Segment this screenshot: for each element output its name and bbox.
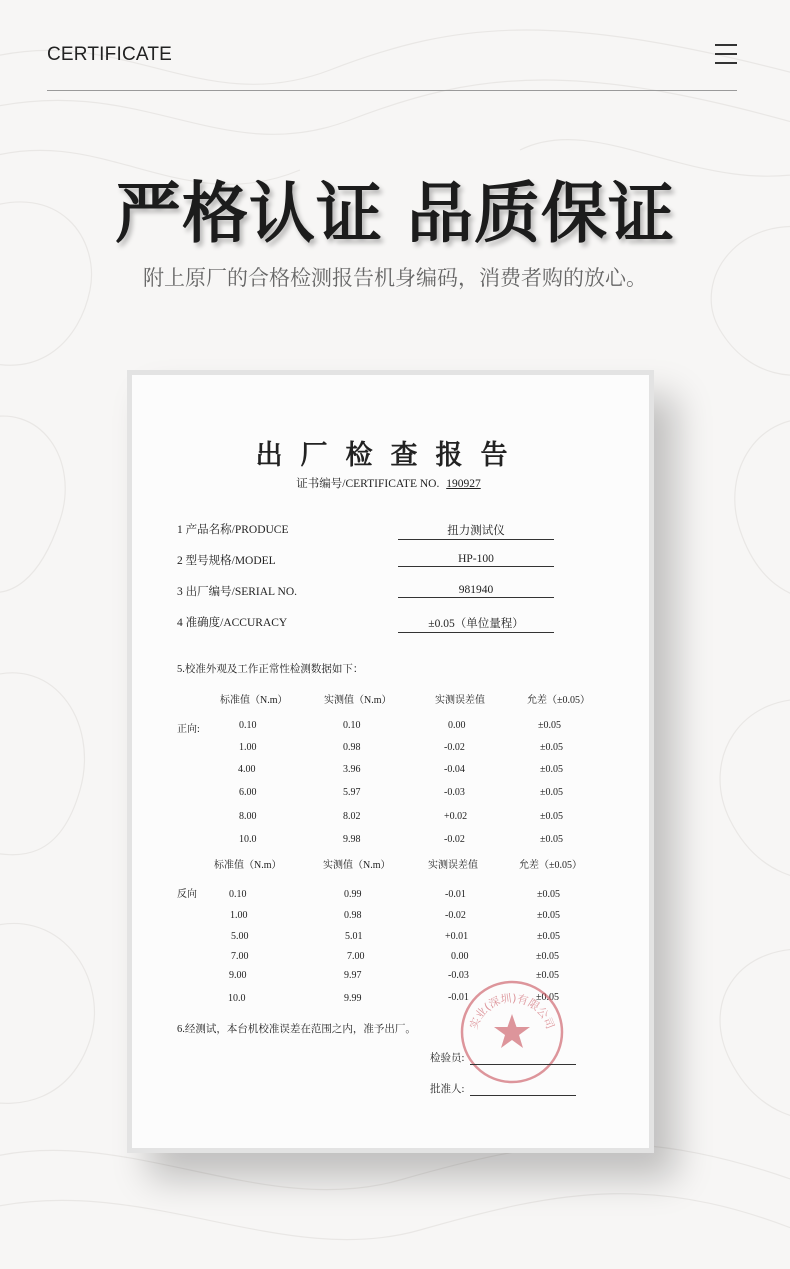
rev-header-error: 实测误差值 <box>428 860 478 871</box>
table-cell: -0.01 <box>448 992 469 1003</box>
table-cell: ±0.05 <box>540 834 563 845</box>
table-cell: 0.98 <box>343 742 361 753</box>
section5-title: 5.校准外观及工作正常性检测数据如下： <box>177 664 364 675</box>
field-label-serial: 3 出厂编号/SERIAL NO. <box>177 586 298 598</box>
table-cell: 7.00 <box>231 951 249 962</box>
table-cell: 9.99 <box>344 993 362 1004</box>
table-cell: ±0.05 <box>536 970 559 981</box>
table-cell: ±0.05 <box>540 764 563 775</box>
table-cell: 0.10 <box>229 889 247 900</box>
table-cell: 10.0 <box>228 993 246 1004</box>
approver-signature-line <box>430 1081 576 1096</box>
fwd-header-error: 实测误差值 <box>435 695 485 706</box>
table-cell: ±0.05 <box>536 992 559 1003</box>
certificate-number: 190927 <box>446 478 481 490</box>
rev-header-measured: 实测值（N.m） <box>323 860 391 871</box>
table-cell: ±0.05 <box>537 931 560 942</box>
inspector-signature-line <box>430 1050 576 1065</box>
seal-text: 实业(深圳)有限公司 <box>467 991 557 1031</box>
field-label-model: 2 型号规格/MODEL <box>177 555 276 567</box>
conclusion-text: 6.经测试，本台机校准误差在范围之内，准予出厂。 <box>177 1024 416 1035</box>
hamburger-menu-icon[interactable] <box>715 44 737 64</box>
table-cell: +0.02 <box>444 811 468 822</box>
logo-text[interactable]: CERTIFICATE <box>47 44 173 65</box>
inspector-signature-blank <box>470 1064 576 1065</box>
table-cell: ±0.05 <box>540 787 563 798</box>
fwd-header-tolerance: 允差（±0.05） <box>527 695 590 706</box>
table-cell: ±0.05 <box>536 951 559 962</box>
table-cell: 1.00 <box>230 910 248 921</box>
inspection-report-document <box>127 370 654 1153</box>
field-value-produce: 扭力测试仪 <box>398 522 554 540</box>
table-cell: -0.02 <box>445 910 466 921</box>
table-cell: -0.01 <box>445 889 466 900</box>
table-cell: 9.97 <box>344 970 362 981</box>
table-cell: 3.96 <box>343 764 361 775</box>
table-cell: 0.98 <box>344 910 362 921</box>
field-value-model: HP-100 <box>398 553 554 567</box>
page-subtitle: 附上原厂的合格检测报告机身编码，消费者购的放心。 <box>143 266 647 290</box>
rev-header-standard: 标准值（N.m） <box>214 860 282 871</box>
top-header <box>47 0 737 91</box>
table-cell: 0.00 <box>451 951 469 962</box>
field-label-produce: 1 产品名称/PRODUCE <box>177 524 289 536</box>
field-value-serial: 981940 <box>398 584 554 598</box>
table-cell: 0.99 <box>344 889 362 900</box>
table-cell: 0.00 <box>448 720 466 731</box>
table-cell: 1.00 <box>239 742 257 753</box>
fwd-header-standard: 标准值（N.m） <box>220 695 288 706</box>
approver-signature-blank <box>470 1095 576 1096</box>
forward-label: 正向: <box>177 724 200 735</box>
table-cell: -0.02 <box>444 834 465 845</box>
table-cell: ±0.05 <box>540 811 563 822</box>
table-cell: ±0.05 <box>538 720 561 731</box>
approver-label: 批准人: <box>430 1084 465 1095</box>
table-cell: -0.02 <box>444 742 465 753</box>
field-label-accuracy: 4 准确度/ACCURACY <box>177 617 288 629</box>
table-cell: -0.03 <box>448 970 469 981</box>
fwd-header-measured: 实测值（N.m） <box>324 695 392 706</box>
report-title: 出厂检查报告 <box>255 440 526 471</box>
table-cell: 8.00 <box>239 811 257 822</box>
rev-header-tolerance: 允差（±0.05） <box>519 860 582 871</box>
table-cell: 9.00 <box>229 970 247 981</box>
table-cell: 5.01 <box>345 931 363 942</box>
reverse-label: 反向 <box>177 889 197 900</box>
star-seal-icon <box>494 1014 530 1048</box>
table-cell: 9.98 <box>343 834 361 845</box>
table-cell: -0.03 <box>444 787 465 798</box>
table-cell: ±0.05 <box>537 889 560 900</box>
table-cell: -0.04 <box>444 764 465 775</box>
table-cell: 4.00 <box>238 764 256 775</box>
page-title: 严格认证 品质保证 <box>115 175 675 252</box>
table-cell: 0.10 <box>239 720 257 731</box>
field-value-accuracy: ±0.05（单位量程） <box>398 615 554 633</box>
company-seal <box>458 978 566 1086</box>
table-cell: 10.0 <box>239 834 257 845</box>
table-cell: ±0.05 <box>537 910 560 921</box>
table-cell: 0.10 <box>343 720 361 731</box>
table-cell: 5.97 <box>343 787 361 798</box>
table-cell: 6.00 <box>239 787 257 798</box>
certificate-number-line <box>132 475 649 491</box>
inspector-label: 检验员: <box>430 1053 465 1064</box>
table-cell: 5.00 <box>231 931 249 942</box>
certificate-label: 证书编号/CERTIFICATE NO. <box>296 478 440 490</box>
table-cell: ±0.05 <box>540 742 563 753</box>
table-cell: 8.02 <box>343 811 361 822</box>
table-cell: 7.00 <box>347 951 365 962</box>
table-cell: +0.01 <box>445 931 469 942</box>
